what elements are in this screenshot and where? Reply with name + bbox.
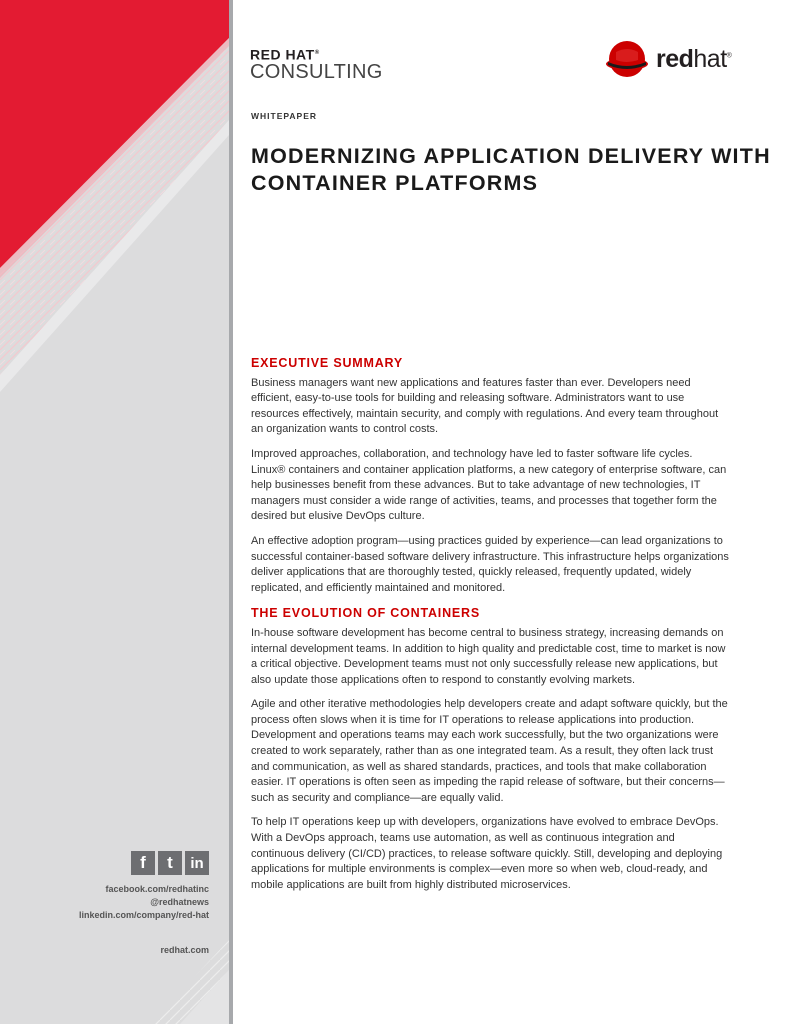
facebook-icon[interactable]: f <box>131 851 155 875</box>
paragraph: An effective adoption program—using practices guided by experience—can lead organizations to successful container-based software delivery infrastructure. This infrastructure helps organizations deliver applications that are thoroughly tested, quickly released, frequently updated, widely replicated, and efficiently maintained and monitored. <box>251 534 729 594</box>
consulting-brand <box>250 46 383 82</box>
paragraph: To help IT operations keep up with developers, organizations have evolved to embrace DevOps. With a DevOps approach, teams use automation, as well as continuous integration and continuous delivery (CI/CD) practices, to release software quickly. Still, developing and deploying applications for multiple environments is complex—even more so when web, cloud-ready, and mobile applications are built from highly distributed microservices. <box>251 816 723 891</box>
redhat-logo <box>604 40 731 78</box>
brand-top-line: RED HAT® <box>250 46 320 63</box>
section-heading-evolution-of-containers: THE EVOLUTION OF CONTAINERS <box>251 606 481 621</box>
document-body <box>251 356 729 902</box>
linkedin-link[interactable]: linkedin.com/company/red-hat <box>78 910 209 920</box>
linkedin-icon[interactable]: in <box>185 851 209 875</box>
sidebar-divider <box>229 0 233 1024</box>
section-heading-executive-summary: EXECUTIVE SUMMARY <box>251 356 404 370</box>
twitter-icon[interactable]: t <box>158 851 182 875</box>
sidebar <box>0 0 229 1024</box>
paragraph: In-house software development has become central to business strategy, increasing demands on internal development teams. In addition to high quality and predictable cost, time to market is now a critical objective. Development teams must not only successfully release new applications, but also update those applications often to respond to constantly evolving markets. <box>251 626 726 686</box>
paragraph: Improved approaches, collaboration, and technology have led to faster software life cycles. Linux® containers and container application platforms, a new category of enterprise software, can help businesses benefit from these advances. But to take advantage of new technologies, IT managers must consider a wide range of activities, teams, and processes that together form the desired but elusive DevOps culture. <box>251 447 727 523</box>
twitter-handle[interactable]: @redhatnews <box>150 897 209 907</box>
shadowman-hat-icon <box>604 40 650 78</box>
paragraph: Business managers want new applications and features faster than ever. Developers need efficient, easy-to-use tools for building and releasing software. Administrators want to use resources effectively, maintain security, and comply with regulations. And every team throughout an organization wants to control costs. <box>251 376 719 436</box>
facebook-link[interactable]: facebook.com/redhatinc <box>105 884 209 894</box>
document-title: MODERNIZING APPLICATION DELIVERY WITH CONTAINER PLATFORMS <box>251 144 771 195</box>
brand-bottom-line: CONSULTING <box>250 60 383 83</box>
social-links <box>131 851 209 875</box>
document-type-label: WHITEPAPER <box>251 111 318 121</box>
social-contacts <box>79 883 209 922</box>
paragraph: Agile and other iterative methodologies help developers create and adapt software quickly, but the process often slows when it is time for IT operations to release applications into production. Development and operations teams may each work successfully, but the two organizations were created to work separately, rather than as one integrated team. As a result, they often lack trust and communication, as well as shared standards, practices, and tools that make collaboration easier. IT operations is often seen as impeding the rapid release of software, but their concerns—such as security and compliance—are equally valid. <box>251 698 728 804</box>
website-link[interactable]: redhat.com <box>160 945 209 955</box>
redhat-wordmark: redhat® <box>656 44 732 73</box>
